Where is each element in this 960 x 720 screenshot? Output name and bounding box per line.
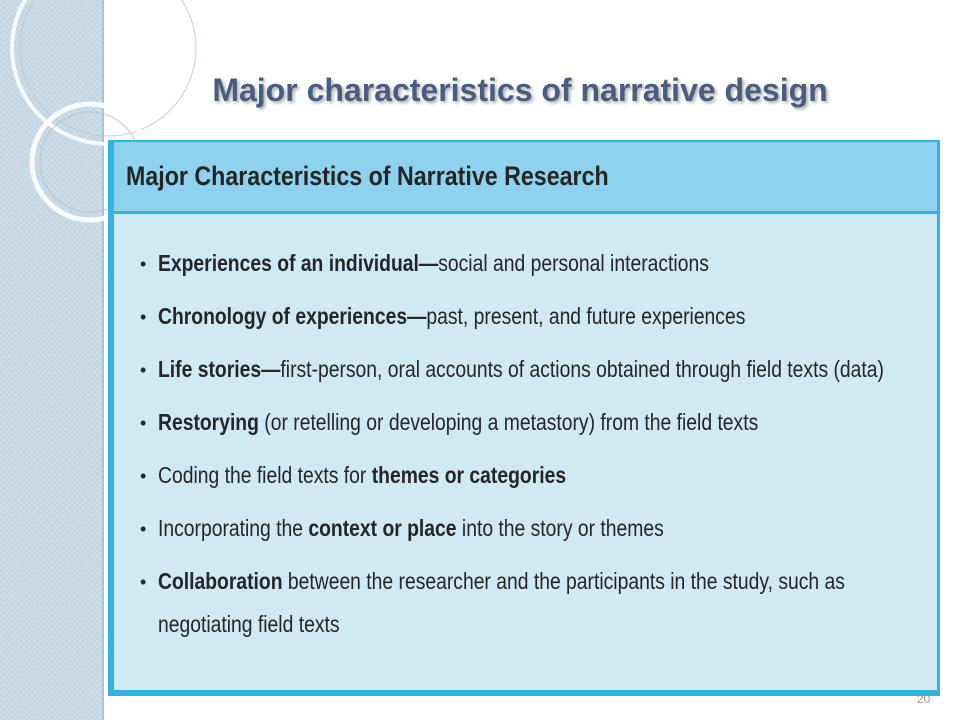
- bullet-dot: •: [140, 413, 147, 433]
- bullet-dot: •: [140, 307, 147, 327]
- bullet-dot: •: [140, 360, 147, 380]
- characteristics-figure: [108, 140, 940, 696]
- bullet-dot: •: [140, 466, 147, 486]
- figure-heading: Major Characteristics of Narrative Research: [114, 142, 937, 214]
- list-item: • Chronology of experiences—past, present, and future experiences: [140, 295, 900, 338]
- list-item: • Collaboration between the researcher and the participants in the study, such as negotiating field texts: [140, 560, 900, 645]
- list-item: • Incorporating the context or place into the story or themes: [140, 507, 900, 550]
- slide-title: Major characteristics of narrative design: [212, 72, 828, 108]
- list-item: • Coding the field texts for themes or categories: [140, 454, 900, 497]
- bullet-dot: •: [140, 572, 147, 592]
- list-item: • Restorying (or retelling or developing a metastory) from the field texts: [140, 401, 900, 444]
- bullet-dot: •: [140, 254, 147, 274]
- bullet-dot: •: [140, 519, 147, 539]
- list-item: • Life stories—first-person, oral accounts of actions obtained through field texts (data): [140, 348, 900, 391]
- page-number: 20: [917, 692, 931, 706]
- list-item: • Experiences of an individual—social and personal interactions: [140, 242, 900, 285]
